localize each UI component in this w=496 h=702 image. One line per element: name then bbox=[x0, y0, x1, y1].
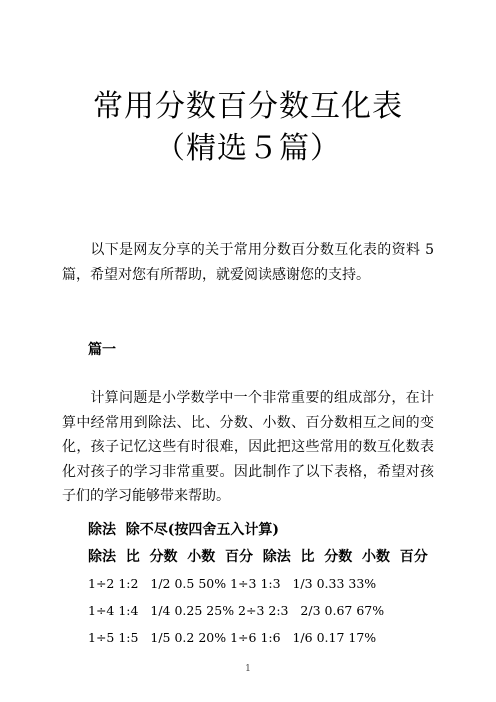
section-heading: 篇一 bbox=[88, 342, 116, 358]
document-subtitle: （精选５篇） bbox=[155, 131, 341, 166]
page-number: 1 bbox=[245, 664, 251, 674]
intro-text: 以下是网友分享的关于常用分数百分数互化表的资料 5篇，希望对您有所帮助，就爱阅读感谢您的支持。 bbox=[62, 242, 434, 283]
table-row: 1÷2 1:2 1/2 0.5 50% 1÷3 1:3 1/3 0.33 33% bbox=[88, 576, 377, 591]
table-caption: 除法 除不尽(按四舍五入计算) bbox=[88, 522, 279, 538]
body-paragraph bbox=[62, 386, 434, 509]
table-header: 除法 比 分数 小数 百分 除法 比 分数 小数 百分 bbox=[88, 549, 428, 565]
table-row: 1÷5 1:5 1/5 0.2 20% 1÷6 1:6 1/6 0.17 17% bbox=[88, 630, 377, 645]
table-row: 1÷4 1:4 1/4 0.25 25% 2÷3 2:3 2/3 0.67 67% bbox=[88, 603, 385, 618]
intro-paragraph bbox=[62, 238, 434, 287]
body-text: 计算问题是小学数学中一个非常重要的组成部分，在计算中经常用到除法、比、分数、小数、百分数相互之间的变化，孩子记忆这些有时很难，因此把这些常用的数互化数表化对孩子的学习非常重要。因此制作了以下表格，希望对孩子们的学习能够带来帮助。 bbox=[62, 390, 434, 504]
document-title: 常用分数百分数互化表 bbox=[93, 89, 403, 124]
